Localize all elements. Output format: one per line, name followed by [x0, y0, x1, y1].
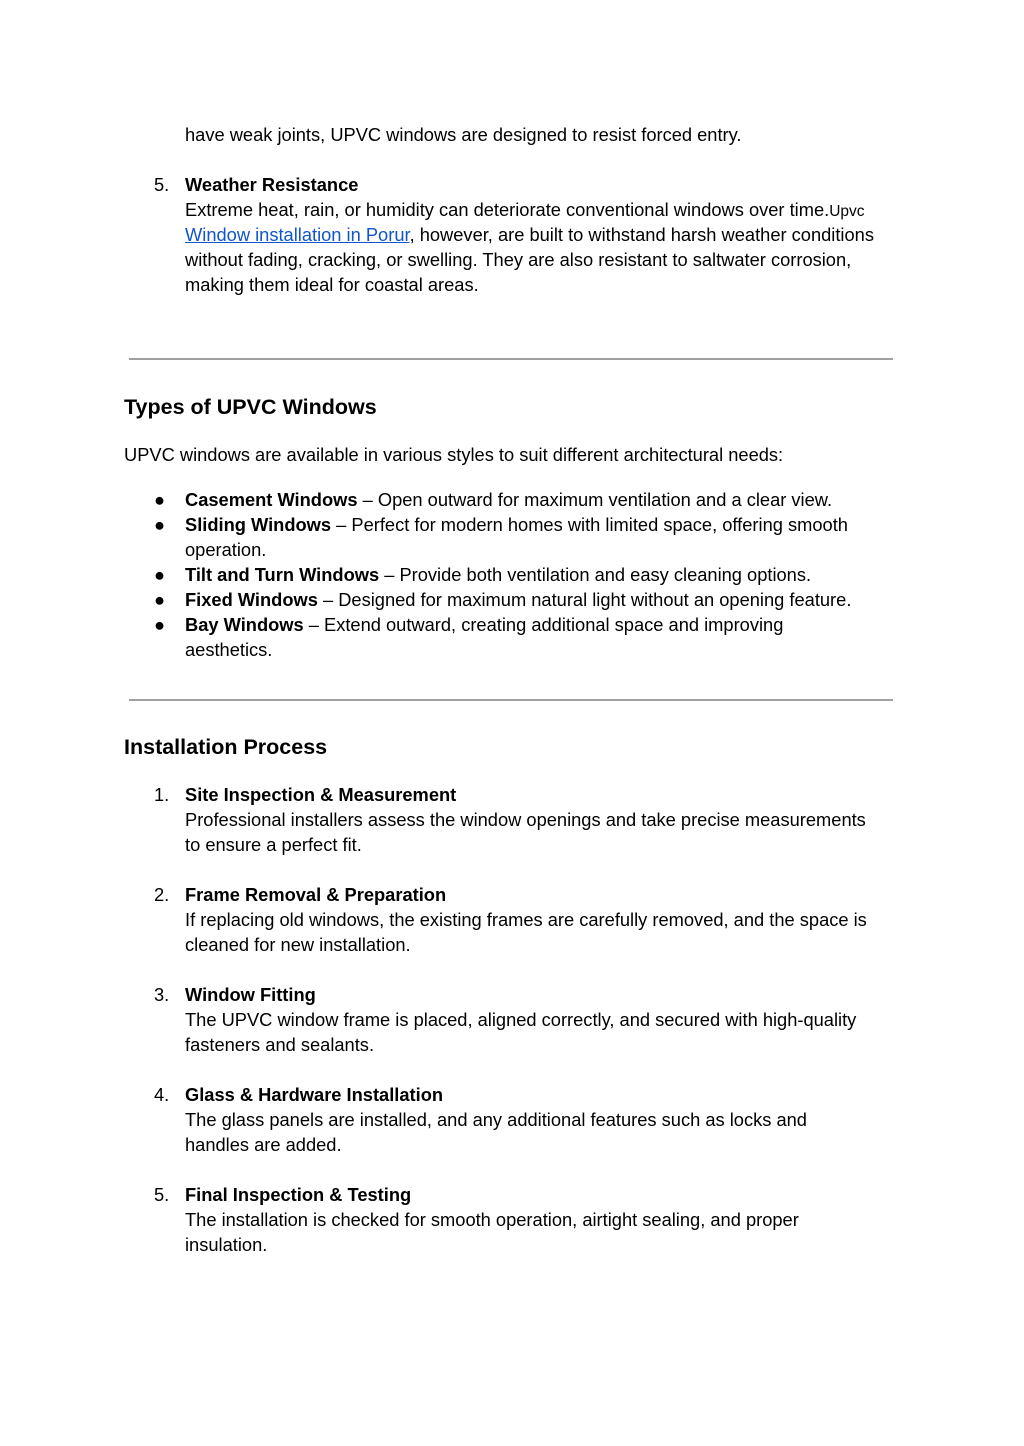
step-description: The glass panels are installed, and any additional features such as locks and: [185, 1109, 807, 1130]
bullet-icon: ●: [154, 614, 166, 635]
step-description-cont: fasteners and sealants.: [185, 1034, 375, 1055]
window-type-name: Bay Windows: [185, 614, 304, 635]
window-type-description-cont: operation.: [185, 539, 267, 560]
process-heading: Installation Process: [124, 735, 328, 759]
step-description-cont: cleaned for new installation.: [185, 934, 411, 955]
window-type-description: – Open outward for maximum ventilation and a clear view.: [357, 489, 833, 510]
step-description: If replacing old windows, the existing frames are carefully removed, and the space is: [185, 909, 867, 930]
list-item: [185, 512, 905, 537]
step-number: 1.: [154, 784, 170, 805]
benefit-text-a: Extreme heat, rain, or humidity can deteriorate conventional windows over time.: [185, 199, 830, 220]
step-description-cont: insulation.: [185, 1234, 268, 1255]
window-type-description: – Extend outward, creating additional space and improving: [303, 614, 784, 635]
benefit-text-line2: [185, 222, 915, 247]
intro-continuation: have weak joints, UPVC windows are designed to resist forced entry.: [185, 124, 742, 145]
step-number: 5.: [154, 1184, 170, 1205]
window-type-description: – Designed for maximum natural light without an opening feature.: [317, 589, 852, 610]
section-divider: [129, 358, 893, 360]
step-description: The installation is checked for smooth operation, airtight sealing, and proper: [185, 1209, 799, 1230]
list-number: 5.: [154, 174, 170, 195]
bullet-icon: ●: [154, 589, 166, 610]
step-title: Frame Removal & Preparation: [185, 884, 447, 905]
step-title: Window Fitting: [185, 984, 316, 1005]
benefit-text-line1: [185, 197, 915, 224]
window-type-name: Tilt and Turn Windows: [185, 564, 380, 585]
step-title: Final Inspection & Testing: [185, 1184, 412, 1205]
list-item: [185, 587, 905, 612]
window-type-description: – Provide both ventilation and easy cleaning options.: [379, 564, 812, 585]
window-type-name: Fixed Windows: [185, 589, 318, 610]
list-item: [185, 612, 905, 637]
window-type-name: Sliding Windows: [185, 514, 332, 535]
step-description-cont: to ensure a perfect fit.: [185, 834, 362, 855]
step-description: Professional installers assess the window openings and take precise measurements: [185, 809, 866, 830]
list-item: [185, 487, 905, 512]
list-item: [185, 562, 905, 587]
bullet-icon: ●: [154, 514, 166, 535]
step-description: The UPVC window frame is placed, aligned correctly, and secured with high-quality: [185, 1009, 857, 1030]
porur-installation-link[interactable]: Window installation in Porur: [185, 224, 410, 245]
window-type-name: Casement Windows: [185, 489, 358, 510]
benefit-text-line4: making them ideal for coastal areas.: [185, 274, 479, 295]
step-title: Site Inspection & Measurement: [185, 784, 457, 805]
step-description-cont: handles are added.: [185, 1134, 342, 1155]
step-number: 4.: [154, 1084, 170, 1105]
types-heading: Types of UPVC Windows: [124, 395, 377, 419]
step-number: 3.: [154, 984, 170, 1005]
benefit-text-line3: without fading, cracking, or swelling. They are also resistant to saltwater corrosion,: [185, 249, 852, 270]
step-number: 2.: [154, 884, 170, 905]
benefit-text-rest: , however, are built to withstand harsh weather conditions: [409, 224, 874, 245]
types-intro: UPVC windows are available in various styles to suit different architectural needs:: [124, 444, 784, 465]
section-divider: [129, 699, 893, 701]
step-title: Glass & Hardware Installation: [185, 1084, 444, 1105]
bullet-icon: ●: [154, 564, 166, 585]
bullet-icon: ●: [154, 489, 166, 510]
benefit-text-small: Upvc: [829, 203, 865, 220]
benefit-title: Weather Resistance: [185, 174, 359, 195]
window-type-description: – Perfect for modern homes with limited space, offering smooth: [331, 514, 848, 535]
window-type-description-cont: aesthetics.: [185, 639, 273, 660]
